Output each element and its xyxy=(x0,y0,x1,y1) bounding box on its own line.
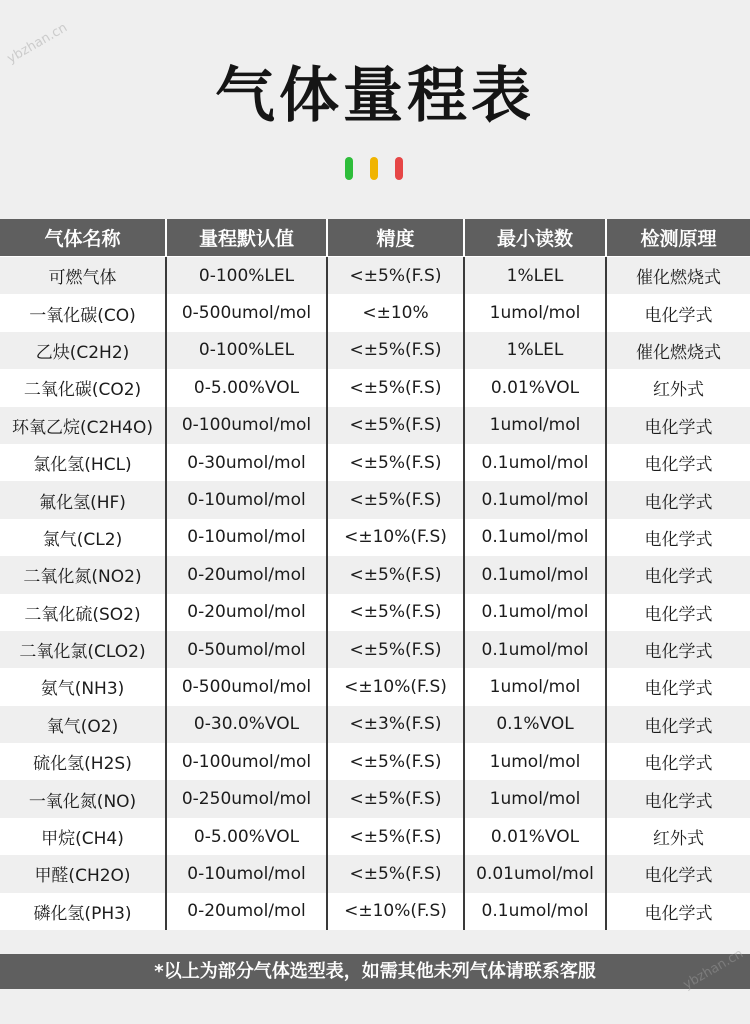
cell-default-range: 0-100umol/mol xyxy=(166,743,327,780)
cell-accuracy: <±5%(F.S) xyxy=(327,631,464,668)
table-row xyxy=(0,481,750,518)
cell-default-range: 0-250umol/mol xyxy=(166,780,327,817)
cell-min-reading: 0.1umol/mol xyxy=(464,556,606,593)
cell-min-reading: 1umol/mol xyxy=(464,743,606,780)
cell-accuracy: <±5%(F.S) xyxy=(327,556,464,593)
table-header-row xyxy=(0,219,750,257)
cell-gas-name: 硫化氢(H2S) xyxy=(0,743,166,780)
header-detection-principle: 检测原理 xyxy=(606,219,750,257)
cell-accuracy: <±10%(F.S) xyxy=(327,668,464,705)
cell-default-range: 0-500umol/mol xyxy=(166,294,327,331)
cell-gas-name: 二氧化氮(NO2) xyxy=(0,556,166,593)
cell-min-reading: 1%LEL xyxy=(464,257,606,295)
cell-min-reading: 1umol/mol xyxy=(464,294,606,331)
cell-gas-name: 二氧化氯(CLO2) xyxy=(0,631,166,668)
cell-min-reading: 0.1umol/mol xyxy=(464,631,606,668)
cell-min-reading: 0.01umol/mol xyxy=(464,855,606,892)
cell-min-reading: 0.1umol/mol xyxy=(464,519,606,556)
cell-default-range: 0-20umol/mol xyxy=(166,893,327,930)
cell-min-reading: 0.1%VOL xyxy=(464,706,606,743)
table-row xyxy=(0,631,750,668)
cell-detection-principle: 电化学式 xyxy=(606,743,750,780)
cell-default-range: 0-10umol/mol xyxy=(166,519,327,556)
cell-detection-principle: 催化燃烧式 xyxy=(606,332,750,369)
cell-gas-name: 乙炔(C2H2) xyxy=(0,332,166,369)
table-row xyxy=(0,818,750,855)
cell-min-reading: 1umol/mol xyxy=(464,407,606,444)
cell-detection-principle: 催化燃烧式 xyxy=(606,257,750,295)
cell-gas-name: 氨气(NH3) xyxy=(0,668,166,705)
table-row xyxy=(0,556,750,593)
cell-accuracy: <±3%(F.S) xyxy=(327,706,464,743)
cell-detection-principle: 电化学式 xyxy=(606,855,750,892)
table-row xyxy=(0,294,750,331)
cell-gas-name: 氧气(O2) xyxy=(0,706,166,743)
cell-detection-principle: 电化学式 xyxy=(606,780,750,817)
cell-default-range: 0-10umol/mol xyxy=(166,481,327,518)
cell-accuracy: <±5%(F.S) xyxy=(327,407,464,444)
cell-gas-name: 二氧化碳(CO2) xyxy=(0,369,166,406)
accent-dot-yellow xyxy=(370,157,378,180)
table-row xyxy=(0,743,750,780)
cell-min-reading: 0.1umol/mol xyxy=(464,481,606,518)
cell-accuracy: <±5%(F.S) xyxy=(327,594,464,631)
cell-accuracy: <±5%(F.S) xyxy=(327,818,464,855)
header-min-reading: 最小读数 xyxy=(464,219,606,257)
gas-range-table xyxy=(0,219,750,930)
page-title: 气体量程表 xyxy=(215,61,535,131)
cell-gas-name: 磷化氢(PH3) xyxy=(0,893,166,930)
footer-note: *以上为部分气体选型表，如需其他未列气体请联系客服 xyxy=(0,954,750,989)
cell-gas-name: 氯气(CL2) xyxy=(0,519,166,556)
cell-detection-principle: 电化学式 xyxy=(606,294,750,331)
cell-gas-name: 环氧乙烷(C2H4O) xyxy=(0,407,166,444)
watermark-top-left: ybzhan.cn xyxy=(4,20,71,67)
table-row xyxy=(0,706,750,743)
cell-accuracy: <±5%(F.S) xyxy=(327,780,464,817)
cell-default-range: 0-5.00%VOL xyxy=(166,369,327,406)
cell-min-reading: 0.01%VOL xyxy=(464,818,606,855)
cell-accuracy: <±5%(F.S) xyxy=(327,743,464,780)
cell-accuracy: <±5%(F.S) xyxy=(327,481,464,518)
cell-min-reading: 1%LEL xyxy=(464,332,606,369)
table-row xyxy=(0,780,750,817)
cell-gas-name: 氯化氢(HCL) xyxy=(0,444,166,481)
cell-default-range: 0-500umol/mol xyxy=(166,668,327,705)
cell-accuracy: <±5%(F.S) xyxy=(327,369,464,406)
cell-default-range: 0-50umol/mol xyxy=(166,631,327,668)
cell-detection-principle: 电化学式 xyxy=(606,519,750,556)
cell-gas-name: 二氧化硫(SO2) xyxy=(0,594,166,631)
cell-accuracy: <±10%(F.S) xyxy=(327,519,464,556)
cell-accuracy: <±5%(F.S) xyxy=(327,257,464,295)
cell-default-range: 0-30.0%VOL xyxy=(166,706,327,743)
accent-dot-green xyxy=(345,157,353,180)
header-default-range: 量程默认值 xyxy=(166,219,327,257)
cell-gas-name: 甲醛(CH2O) xyxy=(0,855,166,892)
cell-gas-name: 可燃气体 xyxy=(0,257,166,295)
cell-detection-principle: 电化学式 xyxy=(606,631,750,668)
cell-default-range: 0-10umol/mol xyxy=(166,855,327,892)
cell-accuracy: <±10%(F.S) xyxy=(327,893,464,930)
cell-accuracy: <±5%(F.S) xyxy=(327,444,464,481)
header-accuracy: 精度 xyxy=(327,219,464,257)
cell-default-range: 0-100umol/mol xyxy=(166,407,327,444)
cell-gas-name: 一氧化碳(CO) xyxy=(0,294,166,331)
cell-detection-principle: 电化学式 xyxy=(606,444,750,481)
cell-detection-principle: 电化学式 xyxy=(606,407,750,444)
cell-min-reading: 0.1umol/mol xyxy=(464,893,606,930)
cell-default-range: 0-30umol/mol xyxy=(166,444,327,481)
cell-detection-principle: 电化学式 xyxy=(606,706,750,743)
table-row xyxy=(0,407,750,444)
cell-min-reading: 0.01%VOL xyxy=(464,369,606,406)
cell-default-range: 0-100%LEL xyxy=(166,257,327,295)
cell-detection-principle: 红外式 xyxy=(606,369,750,406)
cell-detection-principle: 红外式 xyxy=(606,818,750,855)
cell-default-range: 0-100%LEL xyxy=(166,332,327,369)
table-row xyxy=(0,332,750,369)
cell-min-reading: 1umol/mol xyxy=(464,668,606,705)
cell-detection-principle: 电化学式 xyxy=(606,893,750,930)
cell-min-reading: 1umol/mol xyxy=(464,780,606,817)
watermark-bottom-right: ybzhan.cn xyxy=(680,946,747,993)
cell-min-reading: 0.1umol/mol xyxy=(464,444,606,481)
table-row xyxy=(0,893,750,930)
table-body xyxy=(0,257,750,931)
table-row xyxy=(0,444,750,481)
table-row xyxy=(0,369,750,406)
table-row xyxy=(0,855,750,892)
cell-detection-principle: 电化学式 xyxy=(606,668,750,705)
cell-gas-name: 氟化氢(HF) xyxy=(0,481,166,518)
table-row xyxy=(0,519,750,556)
table-row xyxy=(0,668,750,705)
cell-default-range: 0-20umol/mol xyxy=(166,556,327,593)
cell-gas-name: 一氧化氮(NO) xyxy=(0,780,166,817)
cell-accuracy: <±5%(F.S) xyxy=(327,855,464,892)
cell-accuracy: <±10% xyxy=(327,294,464,331)
cell-default-range: 0-5.00%VOL xyxy=(166,818,327,855)
cell-min-reading: 0.1umol/mol xyxy=(464,594,606,631)
table-row xyxy=(0,257,750,295)
cell-detection-principle: 电化学式 xyxy=(606,594,750,631)
cell-accuracy: <±5%(F.S) xyxy=(327,332,464,369)
cell-default-range: 0-20umol/mol xyxy=(166,594,327,631)
accent-dot-red xyxy=(395,157,403,180)
header-gas-name: 气体名称 xyxy=(0,219,166,257)
cell-detection-principle: 电化学式 xyxy=(606,481,750,518)
cell-gas-name: 甲烷(CH4) xyxy=(0,818,166,855)
table-row xyxy=(0,594,750,631)
cell-detection-principle: 电化学式 xyxy=(606,556,750,593)
accent-dots xyxy=(0,157,750,181)
